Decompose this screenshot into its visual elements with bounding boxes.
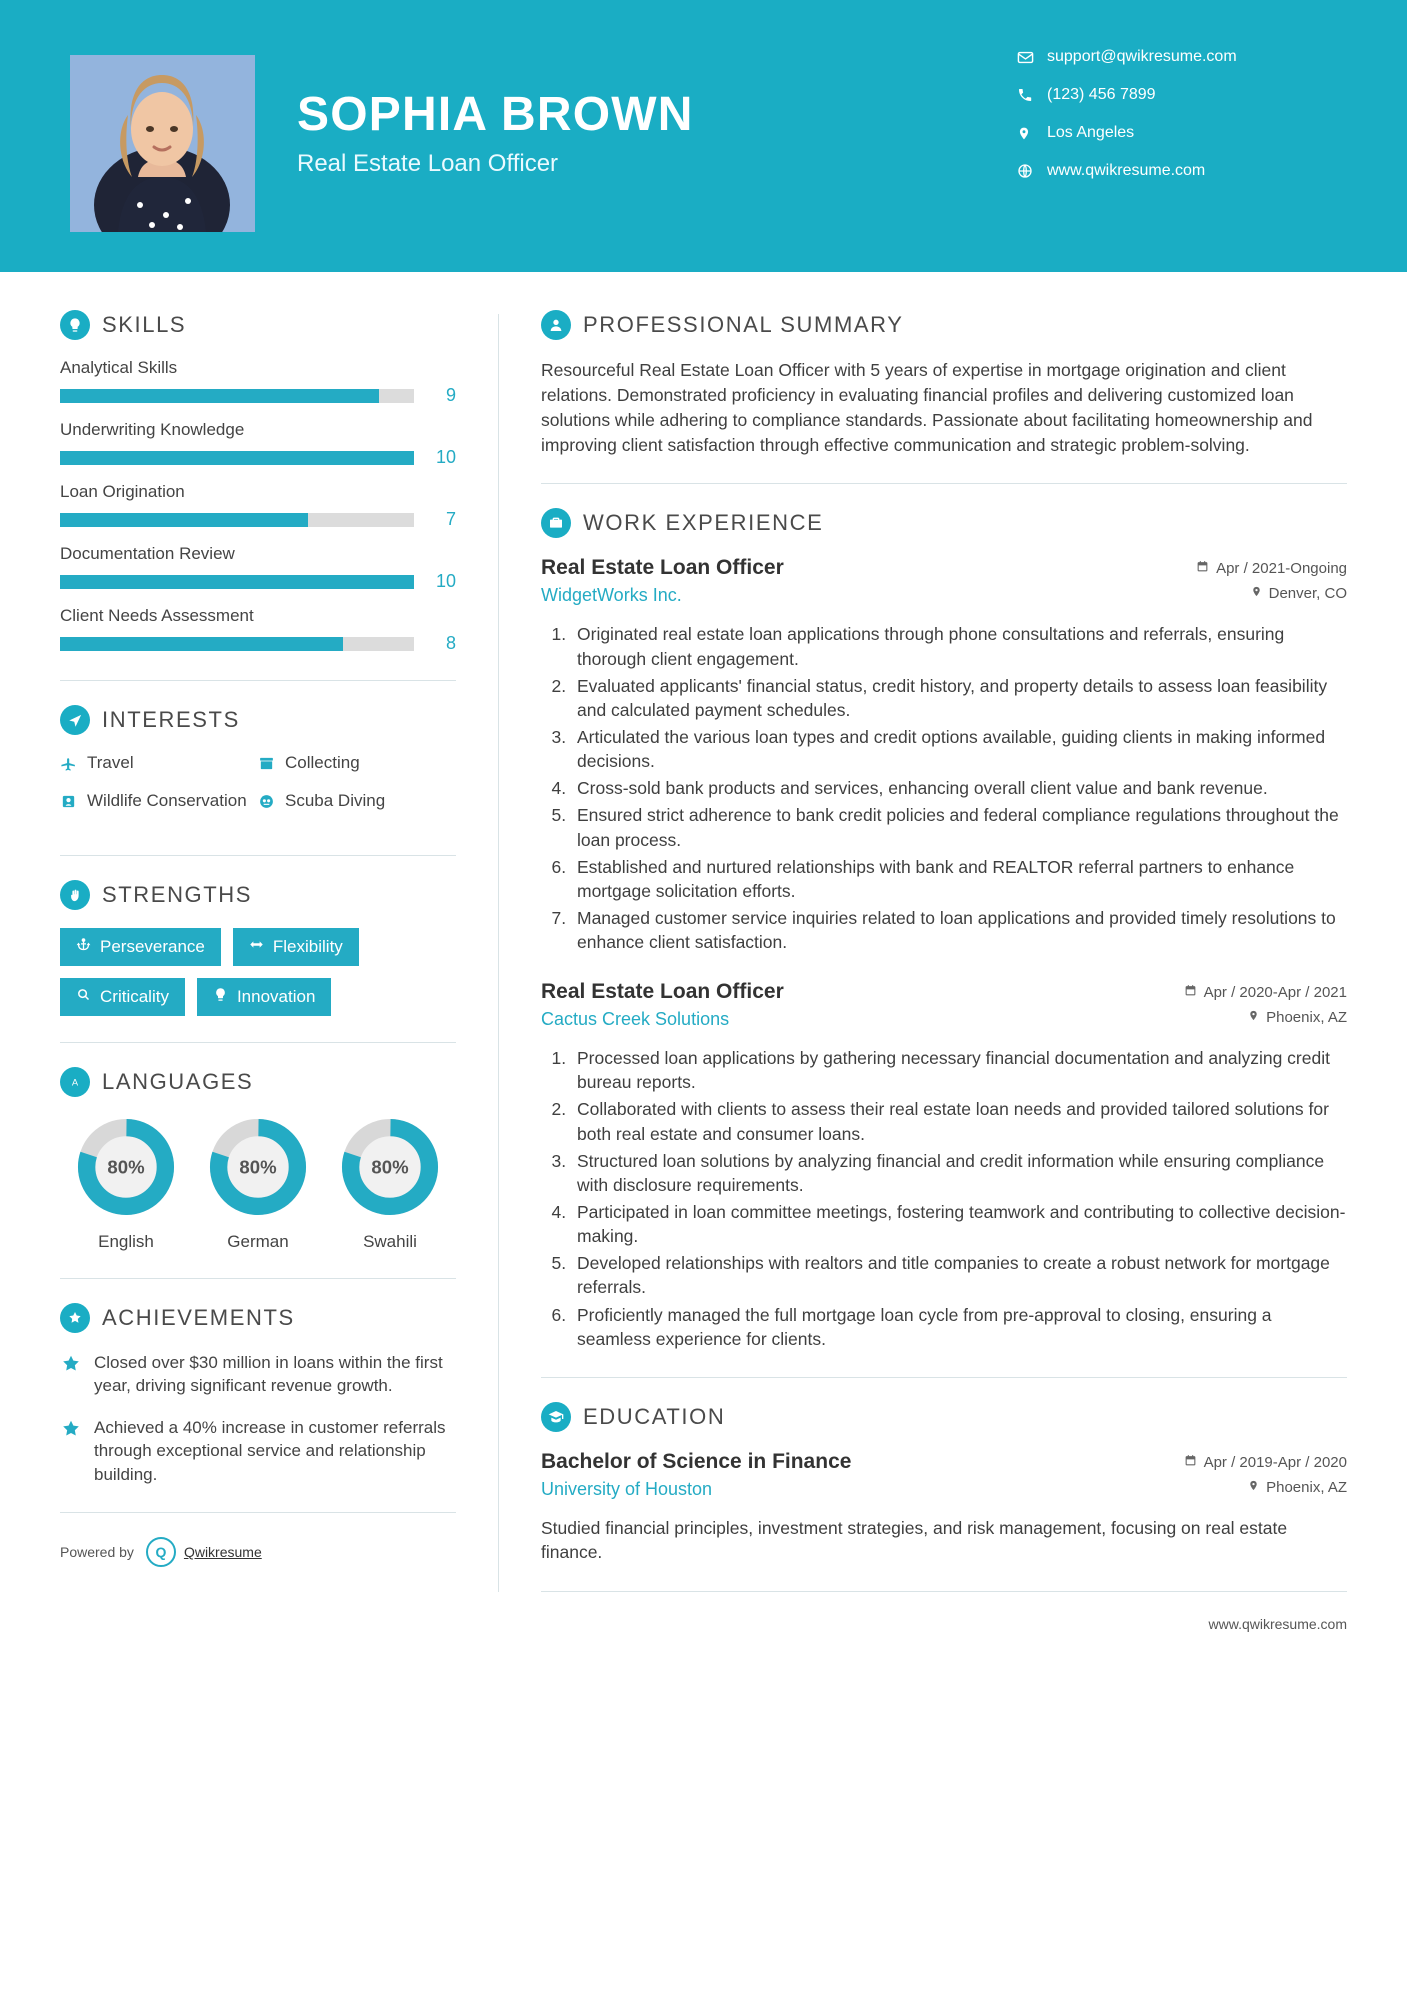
skill-value: 9 (445, 385, 456, 405)
contact-email-text: support@qwikresume.com (1047, 48, 1237, 65)
svg-text:A: A (71, 1077, 79, 1088)
job-bullet: 5. Developed relationships with realtors and title companies to create a robust network for mortgage referrals. (571, 1251, 1347, 1299)
section-work-experience (541, 508, 1347, 1351)
strength-label: Innovation (236, 987, 316, 1006)
language-item (60, 1115, 192, 1252)
skills-title: SKILLS (102, 312, 187, 337)
skill-bar-track (60, 451, 414, 465)
divider (60, 1278, 456, 1279)
job-dates (1196, 560, 1347, 577)
avatar-photo (70, 55, 255, 232)
interest-item (258, 753, 456, 775)
language-label: English (98, 1232, 154, 1251)
education-description: Studied financial principles, investment strategies, and risk management, focusing on real estate finance. (541, 1517, 1288, 1563)
arrows-horizontal-icon (249, 937, 264, 957)
magnifier-icon (76, 987, 91, 1007)
job-role-subtitle: Real Estate Loan Officer (297, 150, 559, 178)
language-donut (338, 1115, 442, 1219)
education-school: University of Houston (541, 1478, 713, 1499)
skill-item (60, 358, 456, 406)
graduation-cap-icon (541, 1402, 571, 1432)
skill-bar-fill (60, 513, 308, 527)
skill-item (60, 482, 456, 530)
strengths-title: STRENGTHS (102, 882, 253, 907)
languages-header (60, 1067, 456, 1097)
language-label: Swahili (363, 1232, 417, 1251)
language-item (324, 1115, 456, 1252)
interest-label: Wildlife Conservation (87, 791, 247, 810)
job-title: Real Estate Loan Officer (541, 556, 784, 580)
summary-title: PROFESSIONAL SUMMARY (583, 312, 904, 337)
section-achievements (60, 1303, 456, 1486)
location-pin-icon (1248, 1009, 1259, 1026)
contact-phone[interactable] (1017, 86, 1347, 104)
experience-entry (541, 980, 1347, 1351)
phone-icon (1017, 87, 1043, 103)
hand-icon (60, 880, 90, 910)
user-icon (541, 310, 571, 340)
job-bullet: 3. Articulated the various loan types and credit options available, guiding clients in making informed decisions. (571, 725, 1347, 773)
interest-label: Collecting (285, 753, 360, 772)
footer-powered-by (60, 1537, 456, 1567)
strengths-list (60, 928, 456, 1016)
divider (60, 1042, 456, 1043)
skill-label: Loan Origination (60, 482, 185, 501)
interest-item (60, 753, 258, 775)
job-bullet: 2. Evaluated applicants' financial status, credit history, and property details to assess loan feasibility and calculated payment schedules. (571, 674, 1347, 722)
contact-location (1017, 124, 1347, 142)
resume-header (0, 0, 1407, 272)
job-location-text: Denver, CO (1268, 585, 1347, 603)
interests-header (60, 705, 456, 735)
job-company: Cactus Creek Solutions (541, 1009, 730, 1030)
svg-text:80%: 80% (107, 1156, 145, 1178)
job-dates (1184, 984, 1347, 1001)
language-item (192, 1115, 324, 1252)
interest-item (60, 791, 258, 813)
star-badge-icon (60, 1353, 82, 1398)
strength-chip (233, 928, 359, 966)
job-bullet: 4. Participated in loan committee meetings, fostering teamwork and contributing to collective decision-making. (571, 1200, 1347, 1248)
contact-website-text: www.qwikresume.com (1047, 162, 1206, 179)
job-location (1196, 585, 1347, 602)
section-languages (60, 1067, 456, 1252)
experience-title: WORK EXPERIENCE (583, 510, 824, 536)
name-block (297, 90, 1017, 178)
skill-value: 8 (445, 633, 456, 653)
education-title: EDUCATION (583, 1403, 726, 1429)
achievement-text: Closed over $30 million in loans within the first year, driving significant revenue growth. (94, 1353, 443, 1396)
language-donut (206, 1115, 310, 1219)
achievement-item (60, 1351, 456, 1398)
job-bullets (541, 622, 1347, 954)
divider (541, 1591, 1347, 1592)
skill-label: Underwriting Knowledge (60, 420, 245, 439)
skill-value: 10 (435, 447, 456, 467)
main-content (499, 272, 1407, 1632)
summary-header (541, 310, 1347, 340)
contact-phone-text: (123) 456 7899 (1047, 86, 1156, 103)
divider (60, 855, 456, 856)
calendar-icon (1184, 984, 1197, 1001)
footer-website: www.qwikresume.com (1208, 1615, 1347, 1632)
education-dates (1184, 1454, 1347, 1471)
paper-plane-icon (60, 705, 90, 735)
job-location-text: Phoenix, AZ (1266, 1009, 1347, 1027)
job-dates-text: Apr / 2021-Ongoing (1216, 560, 1347, 578)
interest-label: Scuba Diving (285, 791, 386, 810)
divider (60, 680, 456, 681)
strength-label: Criticality (100, 987, 169, 1006)
skill-item (60, 544, 456, 592)
languages-title: LANGUAGES (102, 1069, 254, 1094)
skill-bar-track (60, 575, 414, 589)
location-pin-icon (1017, 125, 1043, 142)
lightbulb-icon (213, 987, 228, 1007)
paw-icon (60, 793, 77, 813)
interest-label: Travel (87, 753, 134, 772)
skill-bar-fill (60, 389, 379, 403)
briefcase-icon (541, 508, 571, 538)
airplane-icon (60, 755, 77, 775)
section-interests (60, 705, 456, 829)
contact-location-text: Los Angeles (1047, 124, 1135, 141)
experience-header (541, 508, 1347, 538)
job-bullets (541, 1046, 1347, 1351)
location-pin-icon (1251, 585, 1262, 602)
strength-chip (60, 928, 221, 966)
skill-bar-fill (60, 637, 343, 651)
skill-bar-fill (60, 575, 414, 589)
job-title: Real Estate Loan Officer (541, 980, 784, 1004)
strength-label: Perseverance (100, 937, 205, 956)
education-dates-text: Apr / 2019-Apr / 2020 (1203, 1453, 1347, 1471)
page-title: SOPHIA BROWN (297, 88, 694, 141)
skill-label: Analytical Skills (60, 358, 178, 377)
skill-label: Client Needs Assessment (60, 606, 254, 625)
languages-list (60, 1115, 456, 1252)
section-education (541, 1402, 1347, 1565)
education-location (1184, 1479, 1347, 1496)
contact-list (1017, 48, 1347, 200)
job-bullet: 3. Structured loan solutions by analyzing financial and credit information while ensuring compliance with disclosure requirements. (571, 1149, 1347, 1197)
skill-value: 10 (435, 571, 456, 591)
section-professional-summary (541, 310, 1347, 457)
skill-item (60, 606, 456, 654)
achievement-text: Achieved a 40% increase in customer referrals through exceptional service and relationship building. (94, 1417, 446, 1484)
education-degree: Bachelor of Science in Finance (541, 1449, 852, 1473)
divider (541, 483, 1347, 484)
education-location-text: Phoenix, AZ (1266, 1478, 1347, 1496)
resume-body (0, 272, 1407, 1632)
job-bullet: 5. Ensured strict adherence to bank credit policies and federal compliance regulations throughout the loan process. (571, 803, 1347, 851)
skills-header (60, 310, 456, 340)
job-bullet: 1. Processed loan applications by gathering necessary financial documentation and analyzing credit bureau reports. (571, 1046, 1347, 1094)
skill-bar-track (60, 389, 414, 403)
anchor-icon (76, 937, 91, 957)
star-badge-icon (60, 1418, 82, 1486)
summary-text: Resourceful Real Estate Loan Officer with 5 years of expertise in mortgage origination and client relations. Demonstrated proficiency in evaluating financial profiles and delivering customized loan solutions while adhering to compliance standards. Passionate about facilitating homeownership and improving client satisfaction through effective communication and strategic problem-solving. (541, 360, 1313, 455)
strengths-header (60, 880, 456, 910)
strength-label: Flexibility (272, 937, 343, 956)
language-donut (74, 1115, 178, 1219)
job-bullet: 2. Collaborated with clients to assess their real estate loan needs and provided tailored solutions for both real estate and consumer loans. (571, 1097, 1347, 1145)
achievements-header (60, 1303, 456, 1333)
svg-text:80%: 80% (371, 1156, 409, 1178)
interests-list (60, 753, 456, 829)
skill-bar-track (60, 513, 414, 527)
job-dates-text: Apr / 2020-Apr / 2021 (1203, 984, 1347, 1002)
qwikresume-logo-icon: Q (146, 1537, 176, 1567)
email-icon (1017, 49, 1043, 66)
divider (60, 1512, 456, 1513)
interests-title: INTERESTS (102, 707, 240, 732)
translate-icon (60, 1067, 90, 1097)
experience-entry (541, 556, 1347, 954)
powered-by-label: Powered by (60, 1544, 134, 1561)
contact-email[interactable] (1017, 48, 1347, 66)
job-bullet: 4. Cross-sold bank products and services, enhancing overall client value and bank revenue. (571, 776, 1347, 800)
skill-item (60, 420, 456, 468)
globe-icon (1017, 163, 1043, 179)
calendar-icon (1196, 560, 1209, 577)
lightbulb-icon (60, 310, 90, 340)
job-bullet: 6. Proficiently managed the full mortgage loan cycle from pre-approval to closing, ensuring a seamless experience for clients. (571, 1303, 1347, 1351)
education-header (541, 1402, 1347, 1432)
sidebar (0, 272, 498, 1632)
skill-label: Documentation Review (60, 544, 235, 563)
job-location (1184, 1009, 1347, 1026)
job-bullet: 6. Established and nurtured relationships with bank and REALTOR referral partners to enhance mortgage solicitation efforts. (571, 855, 1347, 903)
divider (541, 1377, 1347, 1378)
language-label: German (227, 1232, 289, 1251)
job-company: WidgetWorks Inc. (541, 585, 682, 606)
avatar (70, 55, 255, 232)
svg-text:80%: 80% (239, 1156, 277, 1178)
job-bullet: 7. Managed customer service inquiries related to loan applications and provided timely resolutions to enhance client satisfaction. (571, 906, 1347, 954)
section-strengths (60, 880, 456, 1016)
achievements-title: ACHIEVEMENTS (102, 1305, 295, 1330)
interest-item (258, 791, 456, 813)
strength-chip (60, 978, 185, 1016)
strength-chip (197, 978, 331, 1016)
qwikresume-link[interactable]: Qwikresume (183, 1544, 262, 1561)
job-bullet: 1. Originated real estate loan applications through phone consultations and referrals, ensuring thorough client engagement. (571, 622, 1347, 670)
skill-bar-fill (60, 451, 414, 465)
archive-box-icon (258, 755, 275, 775)
achievement-item (60, 1416, 456, 1486)
star-badge-icon (60, 1303, 90, 1333)
skill-value: 7 (445, 509, 456, 529)
diving-mask-icon (258, 793, 275, 813)
calendar-icon (1184, 1454, 1197, 1471)
skill-bar-track (60, 637, 414, 651)
section-skills (60, 310, 456, 654)
location-pin-icon (1248, 1479, 1259, 1496)
contact-website[interactable] (1017, 162, 1347, 180)
